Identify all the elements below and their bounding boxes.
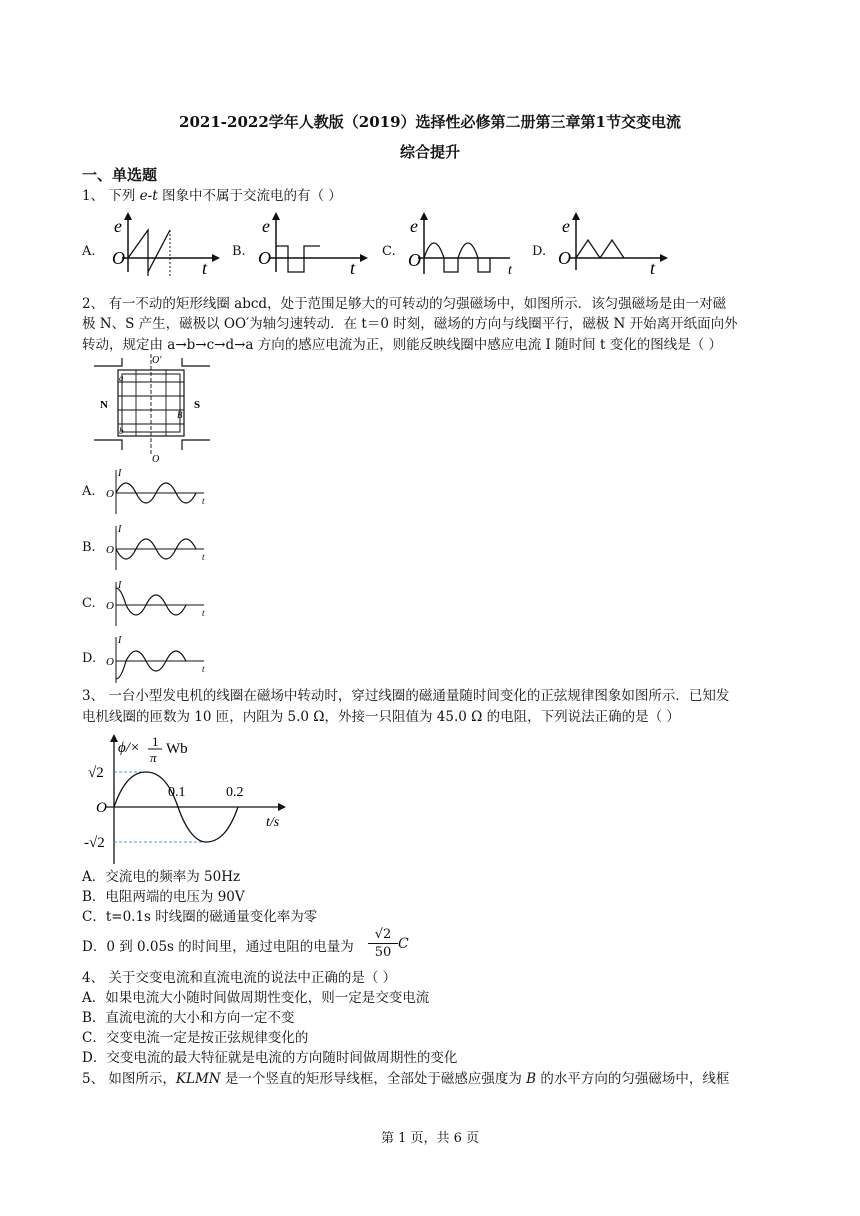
- q3-option-d: [82, 937, 354, 957]
- q3-flux-graph: [84, 730, 294, 868]
- q1-option-a: A.: [82, 244, 96, 259]
- x-arrow: [212, 254, 220, 262]
- triangle-wave: [576, 240, 624, 258]
- y-arrow: [572, 212, 580, 220]
- q3-option-c: C．t=0.1s 时线圈的磁通量变化率为零: [82, 909, 318, 925]
- q2-stem-line1: 2、 有一不动的矩形线圈 abcd，处于范围足够大的可转动的匀强磁场中，如图所示．该匀强磁场是由一对磁: [82, 296, 727, 312]
- y-arrow: [110, 734, 118, 742]
- q2-graph-b: [104, 522, 212, 572]
- neg-cosine-curve: [116, 651, 186, 679]
- axis-label-t: t: [508, 263, 512, 276]
- corner-a-label: a: [119, 373, 124, 383]
- ylabel-unit: Wb: [166, 741, 188, 757]
- q1-option-b: B.: [232, 244, 246, 259]
- q5-stem-var2: B: [526, 1071, 537, 1087]
- q4-option-c: C．交变电流一定是按正弦规律变化的: [82, 1030, 309, 1046]
- q1-stem-post: 图象中不属于交流电的有（ ）: [157, 188, 342, 204]
- axis-label-e: e: [114, 216, 122, 236]
- q3-stem-line1: 3、 一台小型发电机的线圈在磁场中转动时，穿过线圈的磁通量随时间变化的正弦规律图象如图所示．已知发: [82, 688, 730, 704]
- origin-label: O: [106, 656, 114, 668]
- q1-graph-b: [252, 210, 372, 276]
- q3-option-d-text: D．0 到 0.05s 的时间里，通过电阻的电量为: [82, 939, 354, 955]
- axis-label-i: I: [118, 580, 122, 591]
- q2-option-c: C.: [82, 596, 96, 611]
- fraction-denominator: 50: [368, 943, 398, 961]
- axis-label-t: t: [350, 258, 356, 276]
- q3-option-a: A．交流电的频率为 50Hz: [82, 869, 241, 885]
- sawtooth-curve: [128, 230, 170, 276]
- origin-label: O: [258, 248, 271, 268]
- q5-stem: [82, 1069, 729, 1089]
- axis-label-t: t: [650, 258, 656, 276]
- ylabel-prefix: ϕ/×: [118, 740, 141, 756]
- q2-graph-c: [104, 578, 212, 628]
- q1-graph-a: [104, 210, 224, 276]
- xtick-0-1: 0.1: [168, 785, 186, 800]
- page-footer: 第 1 页，共 6 页: [380, 1131, 480, 1146]
- q3-option-d-unit: C: [398, 936, 409, 952]
- x-arrow: [660, 254, 668, 262]
- pole-n-bottom: [94, 440, 122, 450]
- q2-coil-figure: [90, 354, 214, 466]
- axis-label-t: t: [202, 258, 208, 276]
- q4-stem: 4、 关于交变电流和直流电流的说法中正确的是（ ）: [82, 970, 397, 986]
- y-arrow: [272, 212, 280, 220]
- axis-label-i: I: [118, 635, 122, 646]
- origin-label: O: [106, 488, 114, 500]
- origin-label: O: [112, 248, 125, 268]
- corner-b-label: b: [119, 426, 124, 436]
- axis-label-o-prime: O′: [152, 355, 162, 366]
- q3-option-b: B．电阻两端的电压为 90V: [82, 889, 245, 905]
- fraction-numerator: √2: [374, 927, 392, 942]
- ylabel-numerator: 1: [152, 734, 159, 749]
- q2-stem-line3: 转动，规定由 a→b→c→d→a 方向的感应电流为正，则能反映线圈中感应电流 I 随时间 t 变化的图线是（ ）: [82, 337, 722, 353]
- q2-stem-line2: 极 N、S 产生，磁极以 OO′为轴匀速转动．在 t＝0 时刻，磁场的方向与线圈平行，磁极 N 开始离开纸面向外: [82, 316, 738, 332]
- origin-label: O: [558, 248, 571, 268]
- q3-stem-line2: 电机线圈的匝数为 10 匝，内阻为 5.0 Ω，外接一只阻值为 45.0 Ω 的电阻，下列说法正确的是（ ）: [82, 709, 680, 725]
- axis-label-t: t: [202, 552, 205, 562]
- pole-s-top: [182, 358, 210, 366]
- q2-option-b: B.: [82, 540, 96, 555]
- pole-n-label: N: [100, 399, 108, 411]
- page-subtitle: 综合提升: [399, 143, 460, 161]
- q1-stem: [82, 186, 342, 206]
- axis-label-o: O: [152, 454, 160, 465]
- q2-graph-a: [104, 466, 212, 516]
- axis-label-t: t: [202, 664, 205, 674]
- q3-option-d-fraction: [368, 926, 398, 961]
- x-arrow: [360, 254, 368, 262]
- y-arrow: [420, 212, 428, 220]
- axis-label-e: e: [562, 216, 570, 236]
- origin-label: O: [408, 250, 421, 270]
- origin-label: O: [96, 800, 107, 816]
- ytick-pos: √2: [88, 765, 104, 781]
- q1-option-d: D.: [532, 244, 547, 259]
- q4-option-b: B．直流电流的大小和方向一定不变: [82, 1010, 295, 1026]
- q1-graph-d: [552, 210, 672, 276]
- square-wave: [276, 246, 320, 272]
- origin-label: O: [106, 544, 114, 556]
- q2-option-a: A.: [82, 484, 96, 499]
- ytick-neg: -√2: [84, 835, 105, 851]
- q5-stem-mid: 是一个竖直的矩形导线框，全部处于磁感应强度为: [220, 1071, 527, 1087]
- axis-label-t: t: [202, 496, 205, 506]
- axis-label-i: I: [118, 468, 122, 479]
- ylabel-denominator: π: [150, 750, 157, 765]
- pole-n-top: [94, 358, 122, 366]
- q4-option-a: A．如果电流大小随时间做周期性变化，则一定是交变电流: [82, 990, 430, 1006]
- q2-graph-d: [104, 633, 212, 685]
- q4-option-d: D．交变电流的最大特征就是电流的方向随时间做周期性的变化: [82, 1050, 458, 1066]
- xtick-0-2: 0.2: [226, 785, 244, 800]
- page-title: 2021-2022学年人教版（2019）选择性必修第二册第三章第1节交变电流: [179, 113, 681, 131]
- q5-stem-var1: KLMN: [175, 1071, 221, 1087]
- side-b-label: B: [177, 410, 183, 420]
- q1-stem-pre: 1、 下列: [82, 188, 140, 204]
- q5-stem-post: 的水平方向的匀强磁场中，线框: [536, 1071, 730, 1087]
- axis-label-e: e: [410, 216, 418, 236]
- q1-stem-var: e-t: [139, 188, 158, 204]
- q1-option-c: C.: [382, 244, 396, 259]
- x-axis-label: t/s: [266, 815, 280, 830]
- y-arrow: [124, 212, 132, 220]
- q2-option-d: D.: [82, 651, 97, 666]
- axis-label-i: I: [118, 524, 122, 535]
- cosine-curve: [116, 588, 186, 615]
- section-heading: 一、单选题: [82, 166, 158, 184]
- origin-label: O: [106, 600, 114, 612]
- q1-graph-c: [400, 210, 524, 276]
- q5-stem-pre: 5、 如图所示，: [82, 1071, 176, 1087]
- pole-s-bottom: [182, 440, 210, 450]
- axis-label-t: t: [202, 608, 205, 618]
- axis-label-e: e: [262, 216, 270, 236]
- pole-s-label: S: [194, 399, 201, 411]
- x-arrow: [278, 803, 286, 811]
